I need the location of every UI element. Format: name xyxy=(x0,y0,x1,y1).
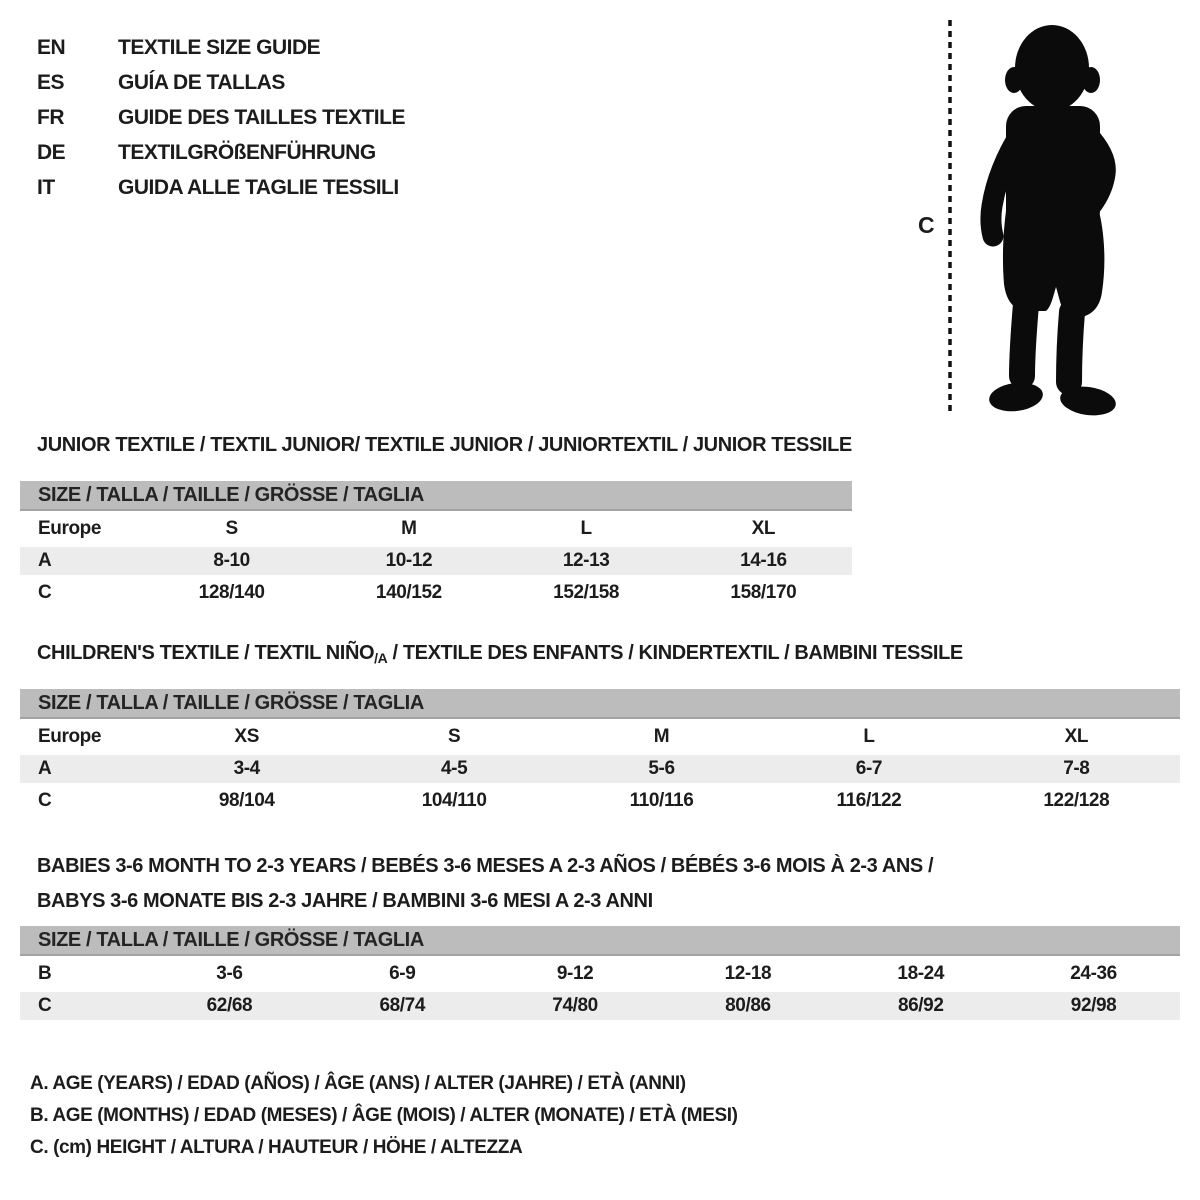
children-title-suffix: / TEXTILE DES ENFANTS / KINDERTEXTIL / BAMBINI TESSILE xyxy=(387,642,963,664)
lang-code: FR xyxy=(37,105,64,129)
lang-row-de xyxy=(37,135,405,170)
table-row xyxy=(20,721,1180,753)
height-cell: 104/110 xyxy=(421,790,487,811)
size-cell: XL xyxy=(751,518,776,539)
table-row xyxy=(20,513,852,545)
height-cell: 110/116 xyxy=(629,790,694,811)
guide-title-es: GUÍA DE TALLAS xyxy=(118,70,285,94)
row-label: A xyxy=(38,550,52,571)
size-cell: S xyxy=(447,726,461,747)
guide-title-fr: GUIDE DES TAILLES TEXTILE xyxy=(118,105,405,129)
months-cell: 9-12 xyxy=(556,963,594,984)
lang-row-it xyxy=(37,170,405,205)
babies-size-table xyxy=(20,926,1180,1022)
lang-row-fr xyxy=(37,100,405,135)
guide-title-it: GUIDA ALLE TAGLIE TESSILI xyxy=(118,175,399,199)
height-cell: 86/92 xyxy=(897,995,944,1016)
height-cell: 80/86 xyxy=(725,995,771,1016)
height-cell: 152/158 xyxy=(553,582,620,603)
lang-row-en xyxy=(37,30,405,65)
age-cell: 6-7 xyxy=(855,758,883,779)
guide-title-de: TEXTILGRÖßENFÜHRUNG xyxy=(118,140,376,164)
size-cell: L xyxy=(580,518,592,539)
height-cell: 74/80 xyxy=(552,995,598,1016)
row-label: C xyxy=(38,790,52,811)
table-row xyxy=(20,785,1180,817)
height-cell: 98/104 xyxy=(218,790,275,811)
lang-code: EN xyxy=(37,35,66,59)
children-section-title xyxy=(37,642,963,666)
height-cell: 158/170 xyxy=(730,582,797,603)
row-label: A xyxy=(38,758,52,779)
lang-row-es xyxy=(37,65,405,100)
height-measure-label: C xyxy=(918,212,935,238)
months-cell: 18-24 xyxy=(897,963,945,984)
size-header-bar xyxy=(20,689,1180,719)
size-cell: XS xyxy=(234,726,259,747)
months-cell: 6-9 xyxy=(389,963,416,984)
size-cell: M xyxy=(401,518,417,539)
language-title-list xyxy=(37,30,405,205)
row-label: C xyxy=(38,995,52,1016)
legend-age-months: B. AGE (MONTHS) / EDAD (MESES) / ÂGE (MOIS) / ALTER (MONATE) / ETÀ (MESI) xyxy=(30,1105,738,1126)
legend-height-cm: C. (cm) HEIGHT / ALTURA / HAUTEUR / HÖHE / ALTEZZA xyxy=(30,1137,523,1158)
table-row xyxy=(20,577,852,609)
height-cell: 116/122 xyxy=(836,790,902,811)
size-header-label: SIZE / TALLA / TAILLE / GRÖSSE / TAGLIA xyxy=(38,691,424,714)
lang-code: ES xyxy=(37,70,65,94)
junior-section-title: JUNIOR TEXTILE / TEXTIL JUNIOR/ TEXTILE JUNIOR / JUNIORTEXTIL / JUNIOR TESSILE xyxy=(37,434,852,456)
babies-title-line1: BABIES 3-6 MONTH TO 2-3 YEARS / BEBÉS 3-6 MESES A 2-3 AÑOS / BÉBÉS 3-6 MOIS À 2-3 ANS / xyxy=(37,855,934,877)
size-header-label: SIZE / TALLA / TAILLE / GRÖSSE / TAGLIA xyxy=(38,928,424,951)
measure-legend xyxy=(30,1068,738,1164)
children-title-prefix: CHILDREN'S TEXTILE / TEXTIL NIÑO xyxy=(37,642,375,664)
age-cell: 4-5 xyxy=(440,758,468,779)
height-cell: 122/128 xyxy=(1043,790,1110,811)
size-cell: XL xyxy=(1064,726,1089,747)
age-cell: 12-13 xyxy=(562,550,610,571)
height-cell: 128/140 xyxy=(198,582,265,603)
legend-age-years: A. AGE (YEARS) / EDAD (AÑOS) / ÂGE (ANS) / ALTER (JAHRE) / ETÀ (ANNI) xyxy=(30,1073,686,1094)
height-cell: 140/152 xyxy=(375,582,442,603)
height-cell: 68/74 xyxy=(379,995,426,1016)
size-cell: S xyxy=(225,518,238,539)
size-header-bar xyxy=(20,926,1180,956)
table-row xyxy=(20,545,852,577)
babies-section-title xyxy=(37,849,933,919)
lang-code: DE xyxy=(37,140,66,164)
size-cell: M xyxy=(653,726,670,747)
babies-title-line2: BABYS 3-6 MONATE BIS 2-3 JAHRE / BAMBINI 3-6 MESI A 2-3 ANNI xyxy=(37,890,653,912)
height-cell: 92/98 xyxy=(1070,995,1117,1016)
age-cell: 14-16 xyxy=(740,550,787,571)
age-cell: 8-10 xyxy=(213,550,250,571)
months-cell: 24-36 xyxy=(1070,963,1117,984)
table-row xyxy=(20,990,1180,1022)
row-label: C xyxy=(38,582,52,603)
row-label: B xyxy=(38,963,52,984)
toddler-silhouette-icon xyxy=(940,14,1150,424)
junior-size-table xyxy=(20,481,852,609)
children-size-table xyxy=(20,689,1180,817)
table-row xyxy=(20,958,1180,990)
size-header-bar xyxy=(20,481,852,511)
age-cell: 7-8 xyxy=(1063,758,1090,779)
toddler-figure xyxy=(940,14,1150,424)
size-header-label: SIZE / TALLA / TAILLE / GRÖSSE / TAGLIA xyxy=(38,483,424,506)
table-row xyxy=(20,753,1180,785)
months-cell: 3-6 xyxy=(216,963,243,984)
height-cell: 62/68 xyxy=(206,995,253,1016)
age-cell: 10-12 xyxy=(385,550,433,571)
size-cell: L xyxy=(863,726,875,747)
toddler-body xyxy=(987,25,1117,419)
age-cell: 3-4 xyxy=(233,758,260,779)
months-cell: 12-18 xyxy=(724,963,772,984)
age-cell: 5-6 xyxy=(648,758,675,779)
row-label: Europe xyxy=(38,726,102,747)
row-label: Europe xyxy=(38,518,102,539)
guide-title-en: TEXTILE SIZE GUIDE xyxy=(118,35,321,59)
children-title-subscript: /A xyxy=(374,650,388,666)
lang-code: IT xyxy=(37,175,55,199)
